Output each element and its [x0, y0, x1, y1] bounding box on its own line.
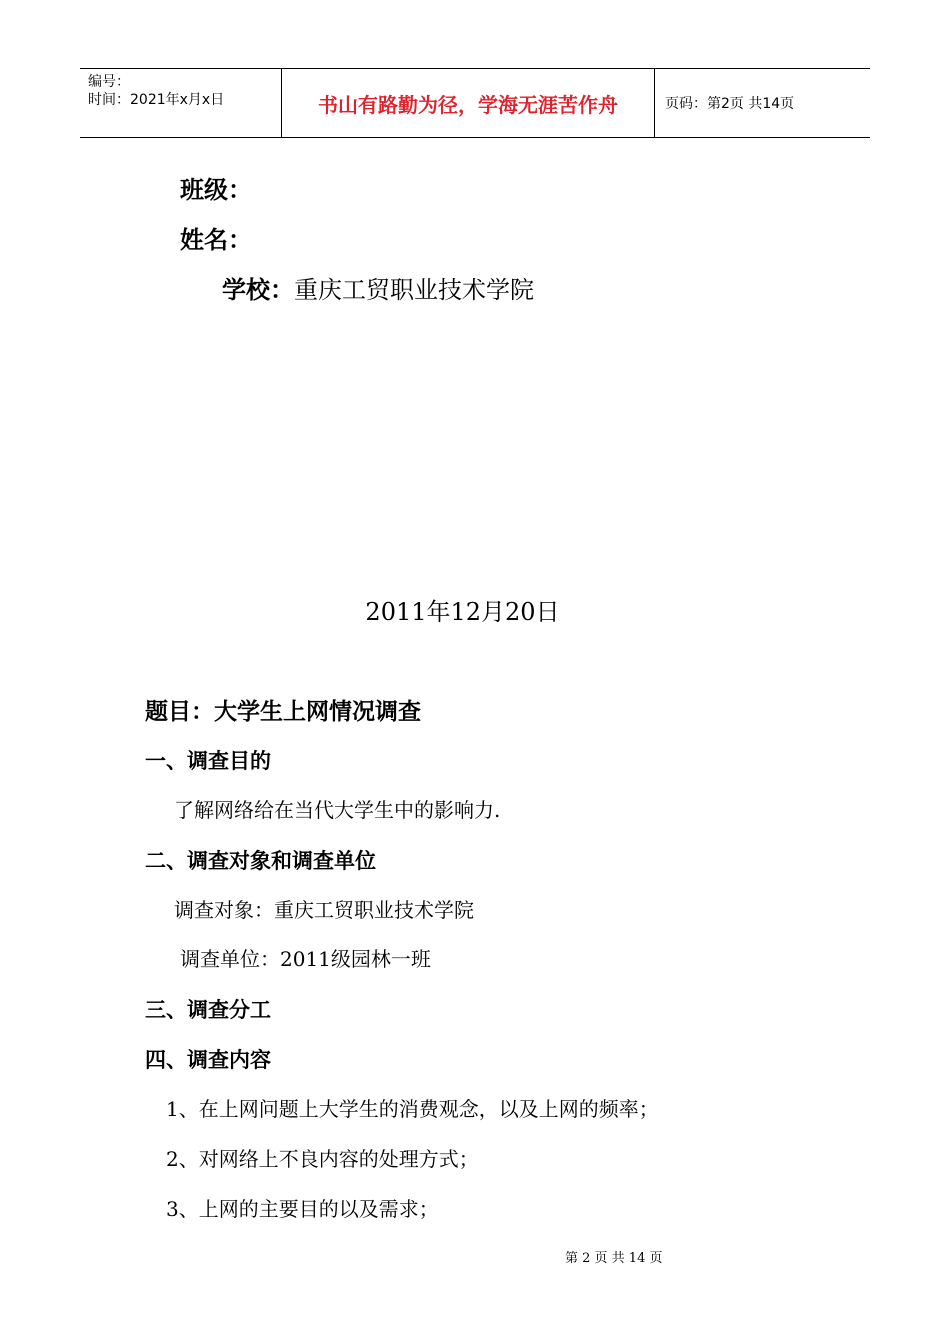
list-item: 1、在上网问题上大学生的消费观念，以及上网的频率；: [166, 1097, 659, 1121]
section1-text: 了解网络给在当代大学生中的影响力.: [174, 798, 501, 822]
list-item: 2、对网络上不良内容的处理方式；: [166, 1147, 479, 1171]
header-meta: [80, 69, 282, 137]
section2-heading: 二、调查对象和调查单位: [145, 849, 376, 873]
school-label: 学校：: [222, 276, 294, 304]
list-item: 3、上网的主要目的以及需求；: [166, 1197, 439, 1221]
document-title: 题目：大学生上网情况调查: [145, 699, 421, 725]
page-footer: 第 2 页 共 14 页: [565, 1251, 663, 1266]
header-page-info: 页码：第2页 共14页: [665, 96, 795, 112]
section4-heading: 四、调查内容: [145, 1048, 271, 1072]
header-motto: 书山有路勤为径，学海无涯苦作舟: [282, 69, 655, 137]
number-label: 编号：: [88, 74, 130, 90]
section3-heading: 三、调查分工: [145, 998, 271, 1022]
cover-date: 2011年12月20日: [365, 598, 560, 626]
section2-target: 调查对象：重庆工贸职业技术学院: [174, 898, 474, 922]
section2-unit: 调查单位：2011级园林一班: [180, 947, 431, 971]
class-label: 班级：: [180, 176, 252, 204]
school-value: 重庆工贸职业技术学院: [294, 276, 534, 304]
school-line: [222, 270, 534, 305]
section1-heading: 一、调查目的: [145, 749, 271, 773]
time-label: 时间：2021年x月x日: [88, 92, 225, 108]
page-header: [80, 68, 870, 138]
name-label: 姓名：: [180, 226, 252, 254]
